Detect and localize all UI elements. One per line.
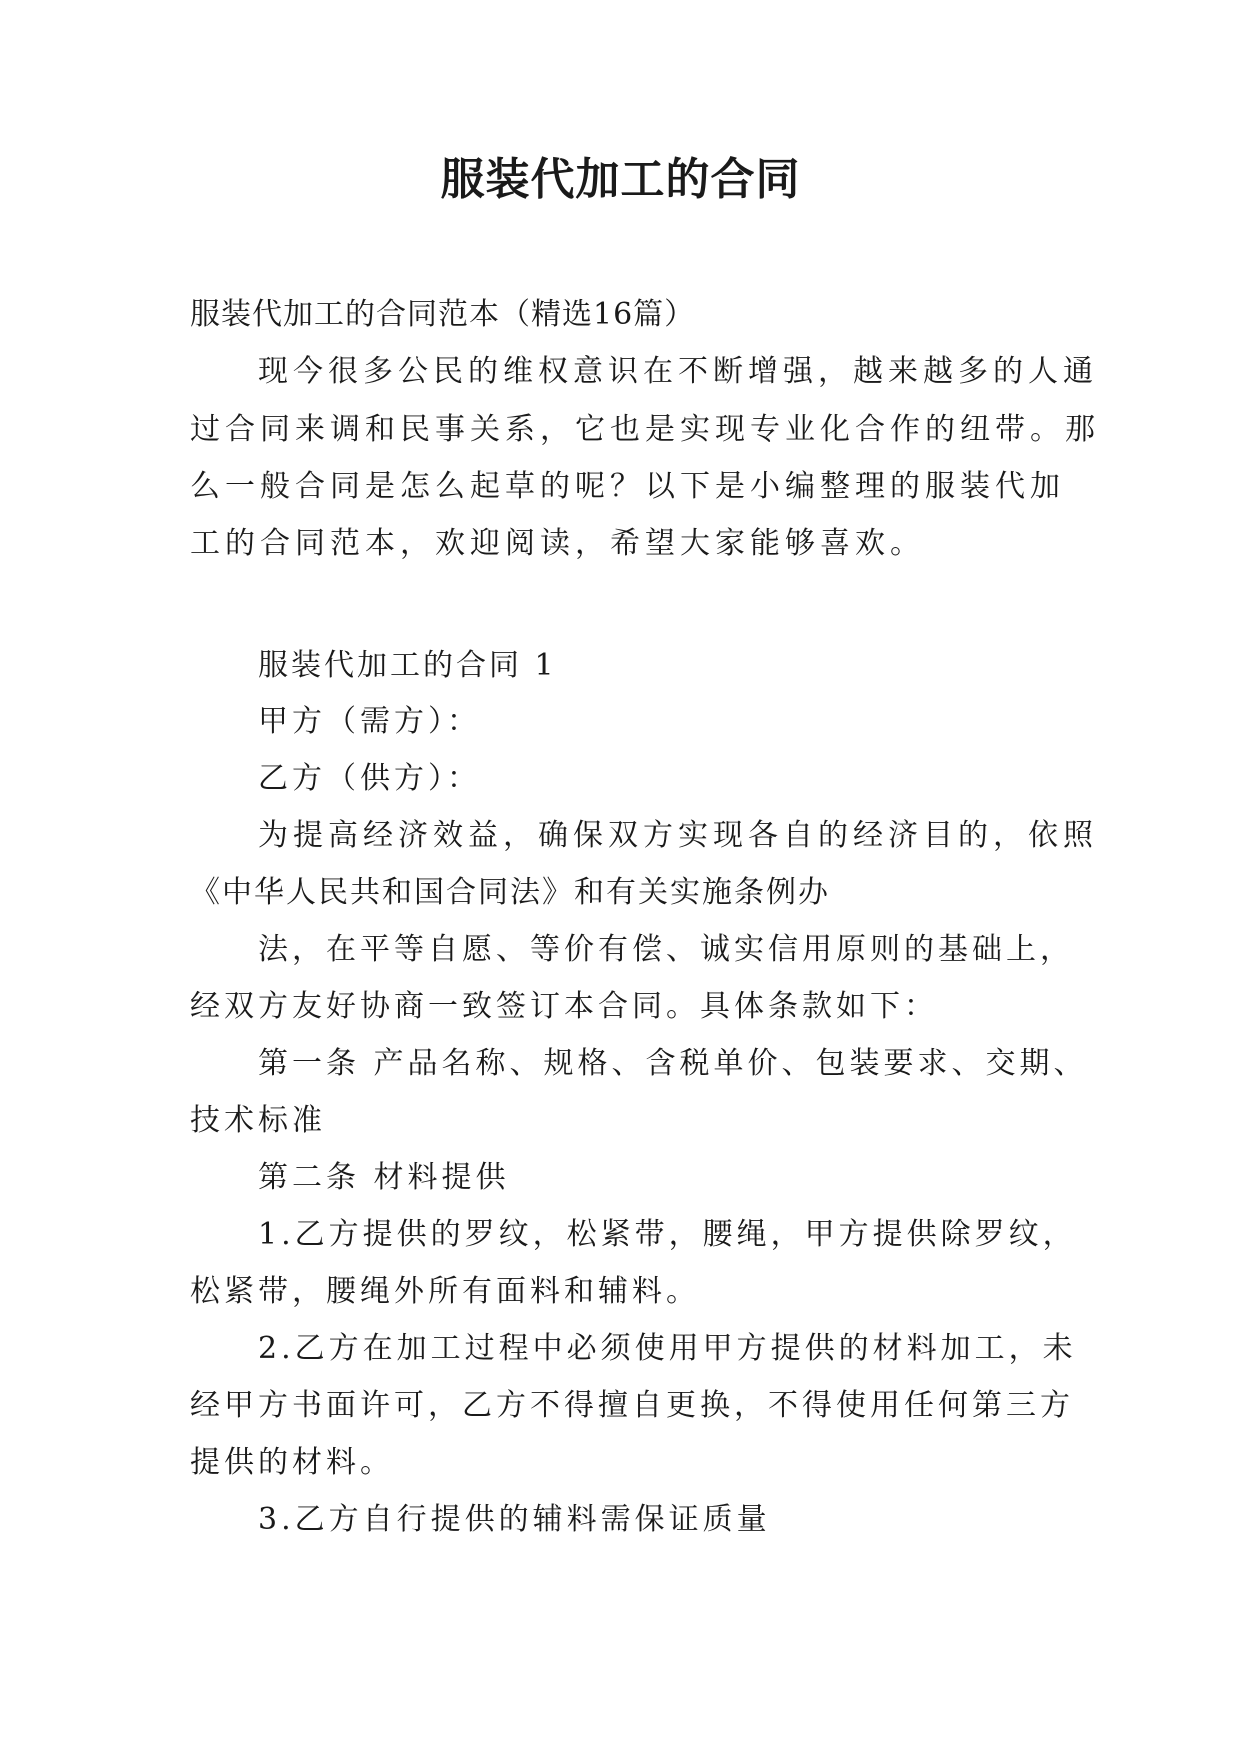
clause-line: 经甲方书面许可，乙方不得擅自更换，不得使用任何第三方	[190, 1388, 1074, 1423]
article-heading: 第一条 产品名称、规格、含税单价、包装要求、交期、	[258, 1046, 1088, 1081]
body-line: 为提高经济效益，确保双方实现各自的经济目的，依照	[258, 818, 1098, 853]
article-heading-continued: 技术标准	[190, 1103, 326, 1138]
clause-line: 3.乙方自行提供的辅料需保证质量	[258, 1502, 771, 1537]
section-heading: 服装代加工的合同 1	[258, 648, 557, 683]
party-b-line: 乙方（供方）：	[258, 761, 481, 796]
intro-line: 工的合同范本，欢迎阅读，希望大家能够喜欢。	[190, 526, 925, 561]
body-line: 《中华人民共和国合同法》和有关实施条例办	[190, 875, 830, 910]
clause-line: 2.乙方在加工过程中必须使用甲方提供的材料加工，未	[258, 1331, 1077, 1366]
intro-line: 过合同来调和民事关系，它也是实现专业化合作的纽带。那	[190, 412, 1100, 447]
subtitle-line: 服装代加工的合同范本（精选16篇）	[190, 297, 696, 332]
clause-line: 松紧带，腰绳外所有面料和辅料。	[190, 1274, 700, 1309]
document-title: 服装代加工的合同	[440, 154, 801, 205]
article-heading: 第二条 材料提供	[258, 1160, 510, 1195]
party-a-line: 甲方（需方）：	[258, 704, 481, 739]
intro-line: 么一般合同是怎么起草的呢？以下是小编整理的服装代加	[190, 469, 1065, 504]
body-line: 法，在平等自愿、等价有偿、诚实信用原则的基础上，	[258, 932, 1074, 967]
clause-line: 1.乙方提供的罗纹，松紧带，腰绳，甲方提供除罗纹，	[258, 1217, 1077, 1252]
clause-line: 提供的材料。	[190, 1445, 394, 1480]
intro-line: 现今很多公民的维权意识在不断增强，越来越多的人通	[258, 354, 1098, 389]
body-line: 经双方友好协商一致签订本合同。具体条款如下：	[190, 989, 938, 1024]
